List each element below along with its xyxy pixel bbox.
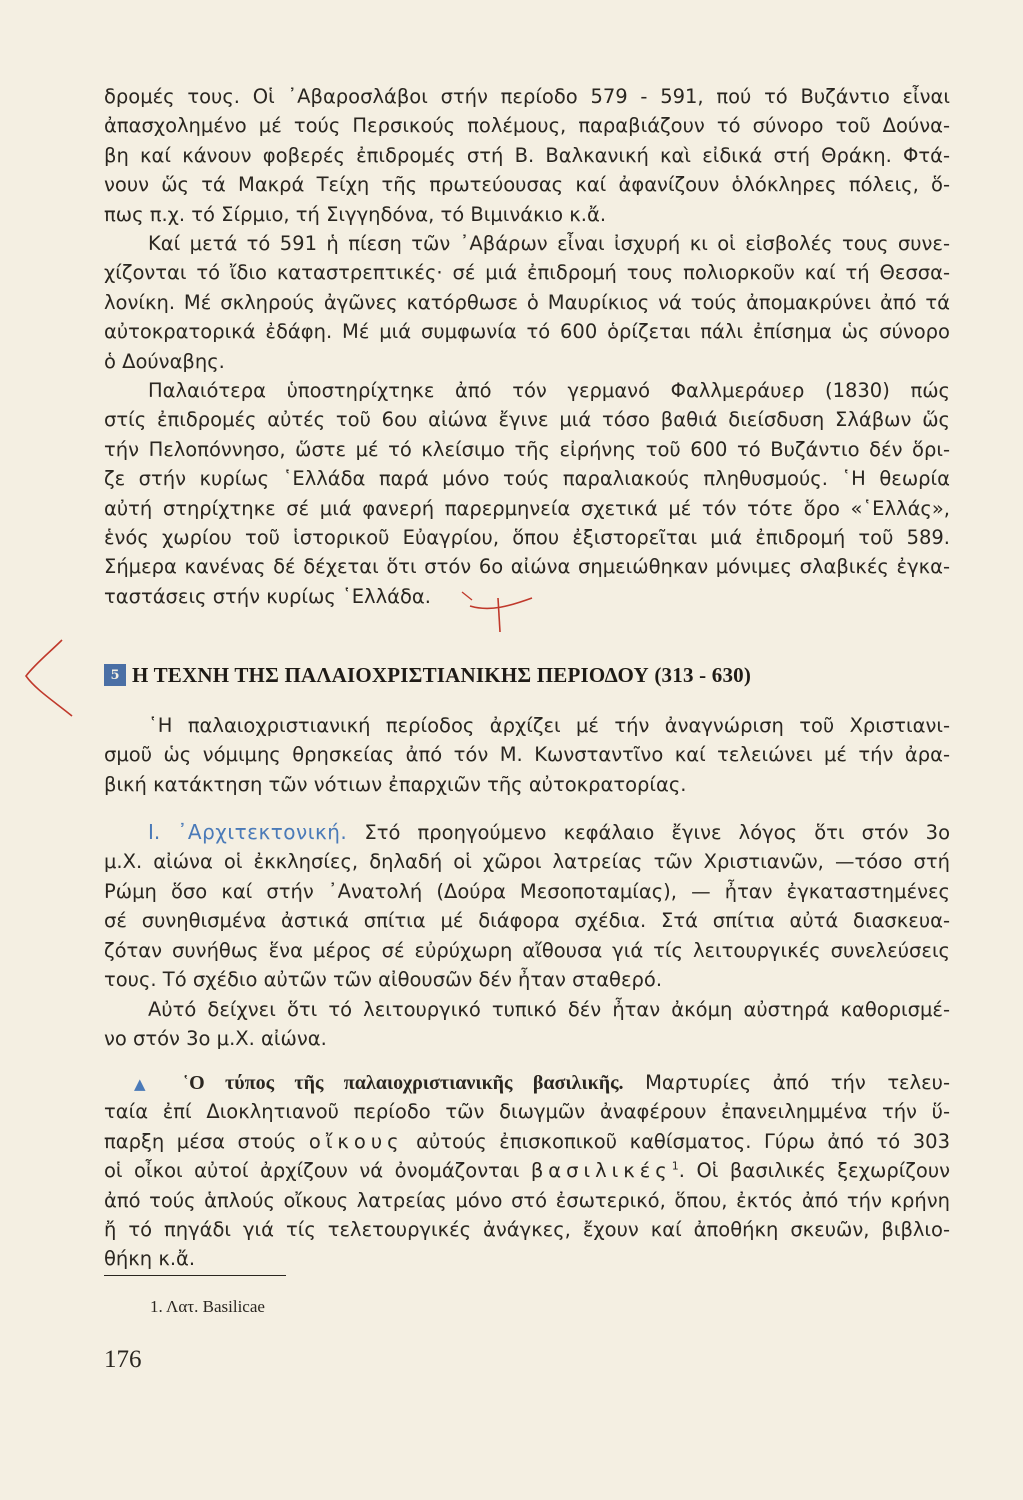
text-line: Σήμερα κανένας δέ δέχεται ὅτι στόν 6ο αἰώνα σημειώθηκαν μόνιμες σλαβικές ἐγκα- (104, 555, 950, 579)
annotation-cross-horizontal (470, 598, 532, 608)
text-span: παρξη μέσα στούς (104, 1129, 297, 1153)
text-line: Ρώμη ὅσο καί στήν ᾿Ανατολή (Δούρα Μεσοποταμίας), — ἦταν ἐγκαταστημένες (104, 879, 950, 903)
text-line: ζόταν συνήθως ἕνα μέρος σέ εὐρύχωρη αἴθουσα γιά τίς λειτουργικές συνελεύσεις (104, 938, 950, 962)
text-line: σέ συνηθισμένα ἀστικά σπίτια μέ διάφορα σχέδια. Στά σπίτια αὐτά διασκευα- (104, 909, 950, 933)
text-line: ἀπασχολημένο μέ τούς Περσικούς πολέμους, παραβιάζουν τό σύνορο τοῦ Δούνα- (104, 114, 950, 138)
text-line: Αὐτό δείχνει ὅτι τό λειτουργικό τυπικό δέν ἦταν ἀκόμη αὐστηρά καθορισμέ- (148, 998, 950, 1021)
text-line: Καί μετά τό 591 ἡ πίεση τῶν ᾿Αβάρων εἶναι ἰσχυρή κι οἱ εἰσβολές τους συνε- (148, 232, 950, 255)
annotation-bracket (26, 640, 72, 716)
text-span: . Οἱ βασιλικές ξεχωρίζουν (678, 1159, 950, 1183)
subsection-number: I. (148, 820, 161, 844)
text-line: αὐτή στηρίχτηκε σέ μιά φανερή παρερμηνεία σχετικά μέ τόν τότε ὅρο «῾Ελλάς», (104, 496, 950, 520)
text-line: τήν Πελοπόννησο, ὥστε μέ τό κλείσιμο τῆς εἰρήνης τοῦ 600 τό Βυζάντιο δέν ὅρι- (104, 437, 950, 461)
text-span: Στό προηγούμενο κεφάλαιο ἔγινε λόγος ὅτι στόν 3ο (364, 821, 950, 844)
footnote-ref: 1 (671, 1159, 679, 1173)
text-line: ὁ Δούναβης. (104, 349, 225, 373)
text-line: Παλαιότερα ὑποστηρίχτηκε ἀπό τόν γερμανό Φαλλμεράυερ (1830) πώς (148, 379, 950, 402)
page-number: 176 (104, 1346, 142, 1373)
text-line: λονίκη. Μέ σκληρούς ἀγῶνες κατόρθωσε ὁ Μαυρίκιος νά τούς ἀπομακρύνει ἀπό τά (104, 290, 950, 314)
spaced-word: βασιλικές (530, 1159, 672, 1183)
annotation-cross-vertical (498, 598, 500, 632)
paragraph-title: ῾Ο τύπος τῆς παλαιοχριστιανικῆς βασιλικῆς. (182, 1072, 624, 1094)
text-line: ἀπό τούς ἁπλούς οἴκους λατρείας μόνο στό ἐσωτερικό, ὅπου, ἐκτός ἀπό τήν κρήνη (104, 1188, 950, 1212)
text-line: στίς ἐπιδρομές αὐτές τοῦ 6ου αἰώνα ἔγινε μιά τόσο βαθιά διείσδυση Σλάβων ὥς (104, 408, 950, 432)
text-line: ἤ τό πηγάδι γιά τίς τελετουργικές ἀνάγκες, ἔχουν καί ἀποθήκη σκευῶν, βιβλιο- (104, 1217, 950, 1241)
text-line: βη καί κάνουν φοβερές ἐπιδρομές στή Β. Βαλκανική καὶ εἰδικά στή Θράκη. Φτά- (104, 143, 950, 167)
text-line: βική κατάκτηση τῶν νότιων ἐπαρχιῶν τῆς αὐτοκρατορίας. (104, 772, 687, 796)
text-line: νουν ὥς τά Μακρά Τείχη τῆς πρωτεύουσας καί ἀφανίζουν ὁλόκληρες πόλεις, ὅ- (104, 173, 950, 197)
text-span: οἱ οἶκοι αὐτοί ἀρχίζουν νά ὀνομάζονται (104, 1159, 520, 1183)
text-span: Μαρτυρίες ἀπό τήν τελευ- (645, 1071, 950, 1094)
text-line: ταστάσεις στήν κυρίως ῾Ελλάδα. (104, 584, 431, 608)
text-line: τους. Τό σχέδιο αὐτῶν τῶν αἰθουσῶν δέν ἦταν σταθερό. (104, 967, 663, 991)
text-span: αὐτούς ἐπισκοπικοῦ καθίσματος. Γύρω ἀπό τό 303 (416, 1129, 950, 1153)
text-line: θήκη κ.ἄ. (104, 1247, 196, 1271)
text-line: ῾Η παλαιοχριστιανική περίοδος ἀρχίζει μέ τήν ἀναγνώριση τοῦ Χριστιανι- (148, 714, 950, 737)
text-line: σμοῦ ὡς νόμιμης θρησκείας ἀπό τόν Μ. Κωνσταντῖνο καί τελειώνει μέ τήν ἀρα- (104, 743, 950, 767)
section-number-badge: 5 (104, 664, 126, 686)
text-line: δρομές τους. Οἱ ᾿Αβαροσλάβοι στήν περίοδο 579 - 591, πού τό Βυζάντιο εἶναι (104, 85, 950, 108)
text-line: ζε στήν κυρίως ῾Ελλάδα παρά μόνο τούς παραλιακούς πληθυσμούς. ῾Η θεωρία (104, 467, 950, 491)
triangle-marker-icon: ▲ (134, 1075, 161, 1093)
text-line: πως π.χ. τό Σίρμιο, τή Σιγγηδόνα, τό Βιμινάκιο κ.ἄ. (104, 202, 607, 226)
annotation-tick (462, 592, 472, 600)
text-line: ἑνός χωρίου τοῦ ἱστορικοῦ Εὐαγρίου, ὅπου ἐξιστορεῖται μιά ἐπιδρομή τοῦ 589. (104, 525, 950, 549)
text-line: αὐτοκρατορικά ἐδάφη. Μέ μιά συμφωνία τό 600 ὁρίζεται πάλι ἐπίσημα ὡς σύνορο (104, 320, 950, 344)
text-line: ταία ἐπί Διοκλητιανοῦ περίοδο τῶν διωγμῶν ἀναφέρουν ἐπανειλημμένα τήν ὕ- (104, 1100, 950, 1124)
text-line: μ.Χ. αἰώνα οἱ ἐκκλησίες, δηλαδή οἱ χῶροι λατρείας τῶν Χριστιανῶν, —τόσο στή (104, 850, 950, 874)
subsection-title: ᾿Αρχιτεκτονική. (177, 820, 348, 844)
section-title: Η ΤΕΧΝΗ ΤΗΣ ΠΑΛΑΙΟΧΡΙΣΤΙΑΝΙΚΗΣ ΠΕΡΙΟΔΟΥ (313 - 630) (132, 662, 752, 687)
text-line: χίζονται τό ἴδιο καταστρεπτικές· σέ μιά ἐπιδρομή τους πολιορκοῦν καί τή Θεσσα- (104, 261, 950, 285)
footnote: 1. Λατ. Basilicae (150, 1297, 265, 1316)
text-line: νο στόν 3ο μ.Χ. αἰώνα. (104, 1027, 327, 1051)
spaced-word: οἴκους (308, 1129, 404, 1153)
